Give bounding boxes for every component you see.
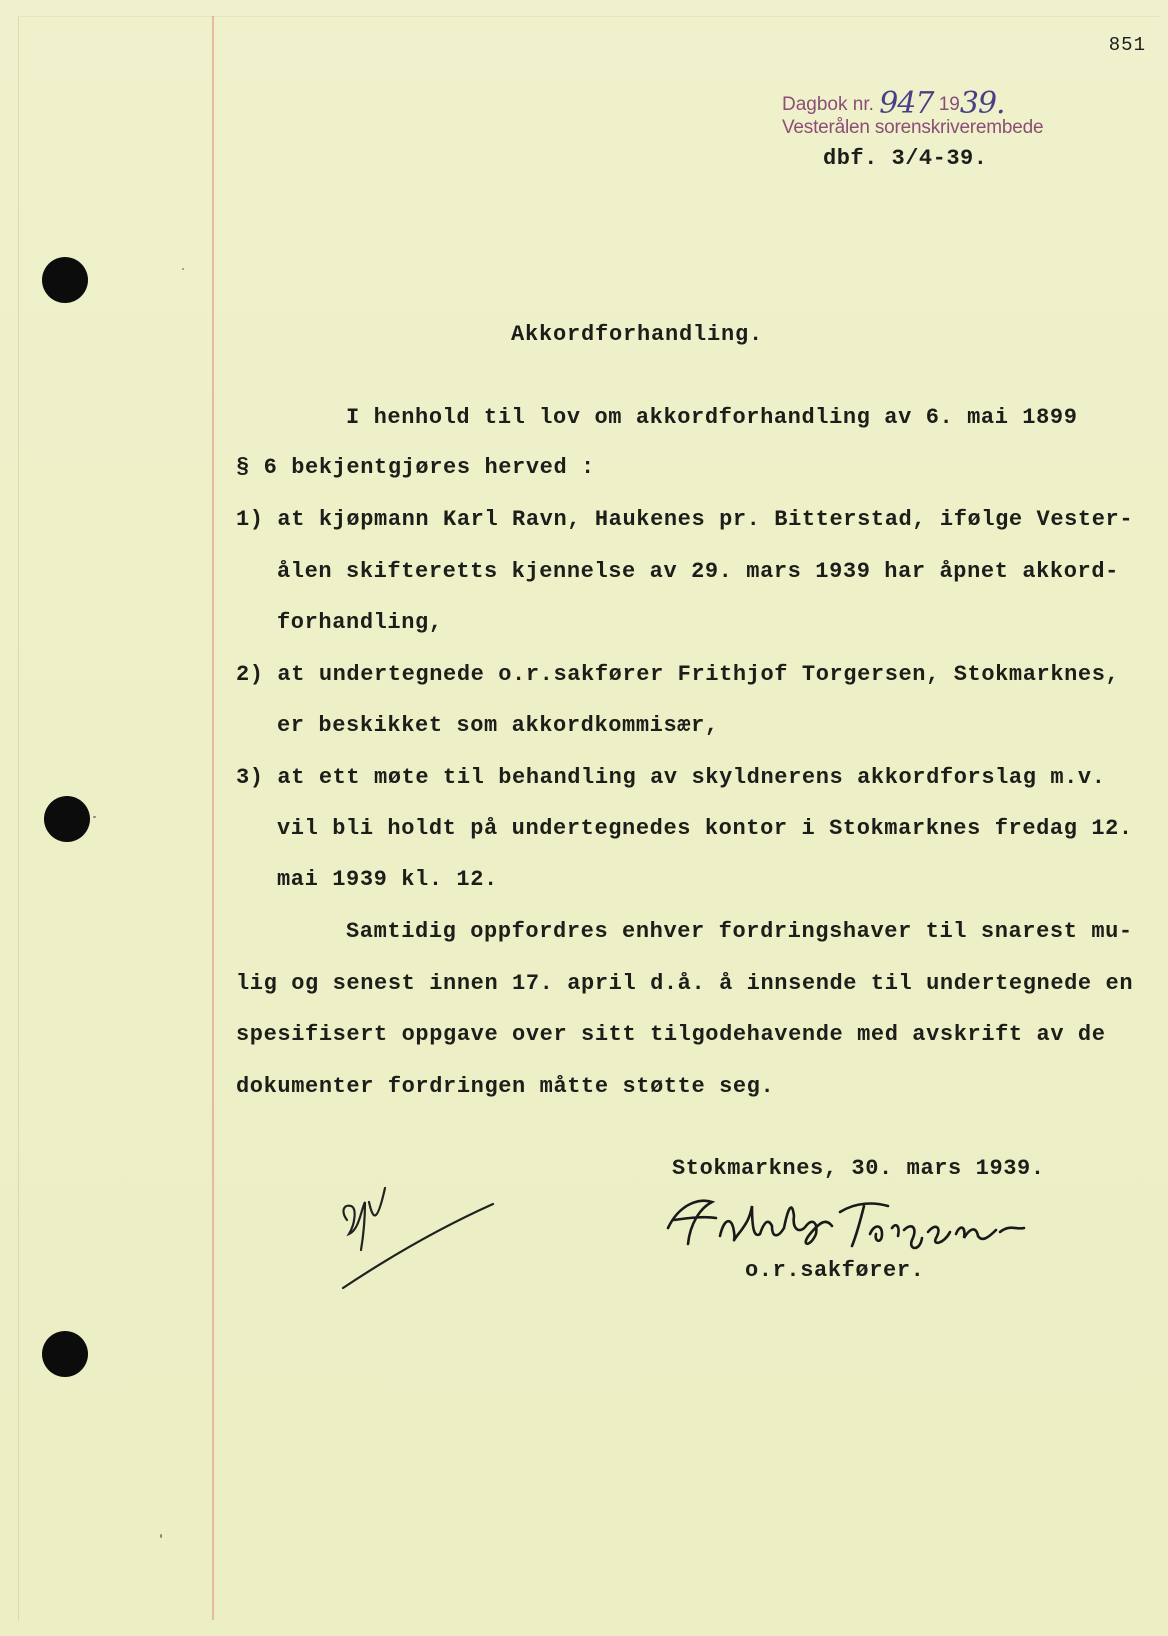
stamp-year-suffix: 39. — [959, 86, 1005, 121]
stamp-number: 947 — [879, 86, 934, 121]
punch-hole-top — [42, 257, 88, 303]
punch-hole-middle — [44, 796, 90, 842]
body-line: 2) at undertegnede o.r.sakfører Frithjof Torgersen, Stokmarknes, — [236, 662, 1120, 687]
body-line: lig og senest innen 17. april d.å. å innsende til undertegnede en — [236, 971, 1134, 996]
document-heading: Akkordforhandling. — [511, 322, 764, 347]
stamp-year-prefix: 19 — [938, 94, 960, 115]
body-line: 3) at ett møte til behandling av skyldnerens akkordforslag m.v. — [236, 765, 1106, 790]
stamp-office: Vesterålen sorenskriverembede — [782, 117, 1044, 138]
dbf-note: dbf. 3/4-39. — [823, 146, 988, 171]
punch-hole-bottom — [42, 1331, 88, 1377]
body-line: I henhold til lov om akkordforhandling av 6. mai 1899 — [346, 405, 1078, 430]
body-line: forhandling, — [277, 610, 443, 635]
paper-speck — [93, 816, 96, 818]
paper-speck — [160, 1534, 162, 1538]
initials-scribble — [335, 1180, 495, 1290]
body-line: er beskikket som akkordkommisær, — [277, 713, 719, 738]
page-number: 851 — [1108, 34, 1146, 56]
place-date: Stokmarknes, 30. mars 1939. — [672, 1156, 1045, 1181]
stamp-prefix: Dagbok nr. — [782, 94, 874, 115]
body-line: ålen skifteretts kjennelse av 29. mars 1939 har åpnet akkord- — [277, 559, 1119, 584]
body-line: vil bli holdt på undertegnedes kontor i Stokmarknes fredag 12. — [277, 816, 1133, 841]
body-line: § 6 bekjentgjøres herved : — [236, 455, 595, 480]
body-line: dokumenter fordringen måtte støtte seg. — [236, 1074, 775, 1099]
body-line: Samtidig oppfordres enhver fordringshaver til snarest mu- — [346, 919, 1133, 944]
margin-line — [212, 16, 214, 1620]
body-line: 1) at kjøpmann Karl Ravn, Haukenes pr. Bitterstad, ifølge Vester- — [236, 507, 1134, 532]
registry-stamp — [782, 86, 1044, 139]
signature-scribble — [660, 1188, 1030, 1258]
paper-speck — [182, 268, 184, 270]
body-line: mai 1939 kl. 12. — [277, 867, 498, 892]
body-line: spesifisert oppgave over sitt tilgodehavende med avskrift av de — [236, 1022, 1106, 1047]
signer-title: o.r.sakfører. — [745, 1258, 925, 1283]
